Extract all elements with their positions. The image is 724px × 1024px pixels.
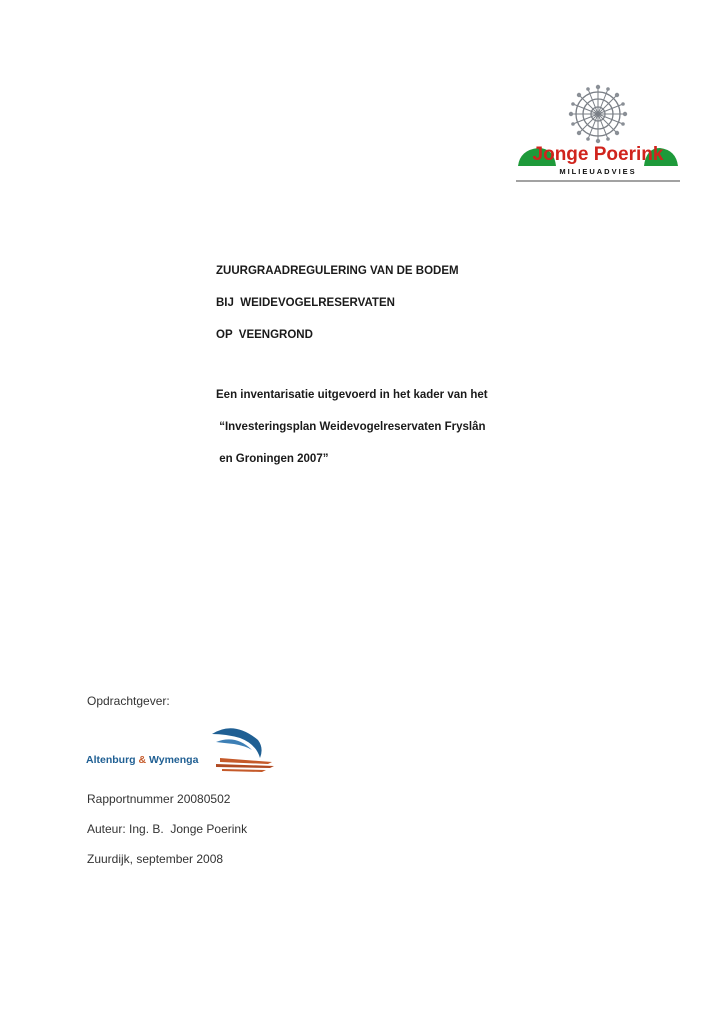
client-logo-part2: Wymenga [149,754,199,766]
jonge-poerink-logo [514,84,682,184]
altenburg-wymenga-swoosh-icon [206,724,276,778]
title-line-1: ZUURGRAADREGULERING VAN DE BODEM [216,265,459,277]
altenburg-wymenga-logo [86,724,276,780]
report-title [216,262,459,345]
report-number: Rapportnummer 20080502 [87,792,231,806]
logo-company-name: Jonge Poerink [532,144,664,165]
report-author: Auteur: Ing. B. Jonge Poerink [87,822,248,836]
report-place-date: Zuurdijk, september 2008 [87,852,224,866]
subtitle-line-1: Een inventarisatie uitgevoerd in het kader van het [216,389,488,401]
client-logo-amp: & [138,754,147,766]
client-logo-part1: Altenburg [86,754,136,766]
client-label: Opdrachtgever: [87,694,170,708]
report-subtitle [216,386,488,469]
logo-company-subtitle: MILIEUADVIES [559,167,637,176]
title-line-3: OP VEENGROND [216,329,313,341]
subtitle-line-2: “Investeringsplan Weidevogelreservaten Fryslân [216,421,486,433]
subtitle-line-3: en Groningen 2007” [216,453,329,465]
client-logo-text [86,754,198,766]
title-line-2: BIJ WEIDEVOGELRESERVATEN [216,297,395,309]
